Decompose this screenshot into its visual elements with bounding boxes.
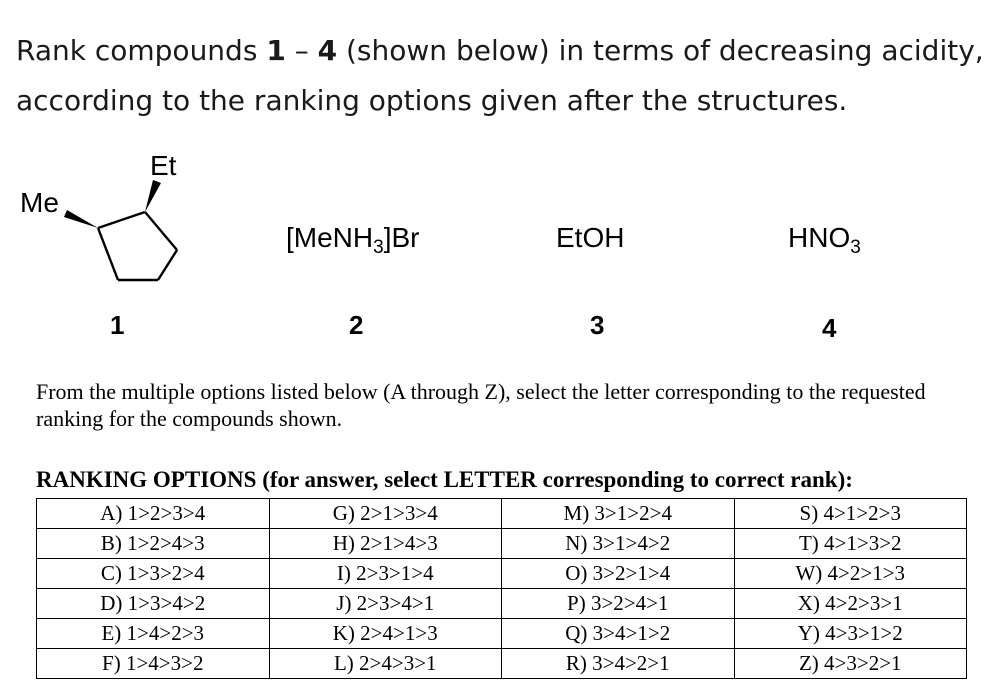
compound-3-number: 3 — [590, 310, 605, 340]
option-cell: B) 1>2>4>3 — [37, 529, 270, 559]
compound-2-number: 2 — [349, 310, 364, 340]
table-row — [37, 589, 967, 619]
et-label: Et — [150, 150, 177, 181]
option-cell: O) 3>2>1>4 — [502, 559, 735, 589]
instructions-text: From the multiple options listed below (A through Z), select the letter corresponding to the requested ranking for the compounds shown. — [36, 379, 926, 431]
compound-1-number: 1 — [110, 310, 125, 340]
option-cell: C) 1>3>2>4 — [37, 559, 270, 589]
compound-4-formula: $HNO_3$ — [788, 222, 861, 258]
compound-3-formula: EtOH — [556, 222, 625, 253]
et-wedge-bond — [145, 180, 161, 212]
me-wedge-bond — [64, 210, 98, 228]
option-cell: D) 1>3>4>2 — [37, 589, 270, 619]
question-line-2: according to the ranking options given after the structures. — [16, 84, 848, 117]
me-label: Me — [20, 187, 59, 218]
option-cell: H) 2>1>4>3 — [269, 529, 502, 559]
option-cell: L) 2>4>3>1 — [269, 649, 502, 679]
ranking-options-title: RANKING OPTIONS (for answer, select LETTER corresponding to correct rank): — [36, 467, 853, 492]
compound-last-ref: 4 — [317, 34, 338, 67]
table-row — [37, 529, 967, 559]
option-cell: N) 3>1>4>2 — [502, 529, 735, 559]
option-cell: W) 4>2>1>3 — [734, 559, 967, 589]
compound-1-structure — [0, 140, 230, 310]
table-row — [37, 499, 967, 529]
option-cell: Y) 4>3>1>2 — [734, 619, 967, 649]
option-cell: K) 2>4>1>3 — [269, 619, 502, 649]
option-cell: X) 4>2>3>1 — [734, 589, 967, 619]
option-cell: A) 1>2>3>4 — [37, 499, 270, 529]
table-row — [37, 619, 967, 649]
ranking-options-table — [36, 498, 967, 679]
compound-2-formula: [MeNH$_3$]Br — [286, 222, 420, 258]
option-cell: T) 4>1>3>2 — [734, 529, 967, 559]
option-cell: S) 4>1>2>3 — [734, 499, 967, 529]
option-cell: Q) 3>4>1>2 — [502, 619, 735, 649]
compound-first-ref: 1 — [266, 34, 286, 67]
option-cell: E) 1>4>2>3 — [37, 619, 270, 649]
table-row — [37, 559, 967, 589]
option-cell: G) 2>1>3>4 — [269, 499, 502, 529]
option-cell: R) 3>4>2>1 — [502, 649, 735, 679]
question-line-1: Rank compounds 1 – 4 (shown below) in terms of decreasing acidity, — [16, 34, 984, 67]
option-cell: M) 3>1>2>4 — [502, 499, 735, 529]
option-cell: F) 1>4>3>2 — [37, 649, 270, 679]
option-cell: P) 3>2>4>1 — [502, 589, 735, 619]
table-row — [37, 649, 967, 679]
option-cell: I) 2>3>1>4 — [269, 559, 502, 589]
cyclopentane-ring — [98, 212, 177, 280]
compound-4-number: 4 — [822, 313, 837, 343]
option-cell: Z) 4>3>2>1 — [734, 649, 967, 679]
question-text — [16, 26, 991, 126]
option-cell: J) 2>3>4>1 — [269, 589, 502, 619]
